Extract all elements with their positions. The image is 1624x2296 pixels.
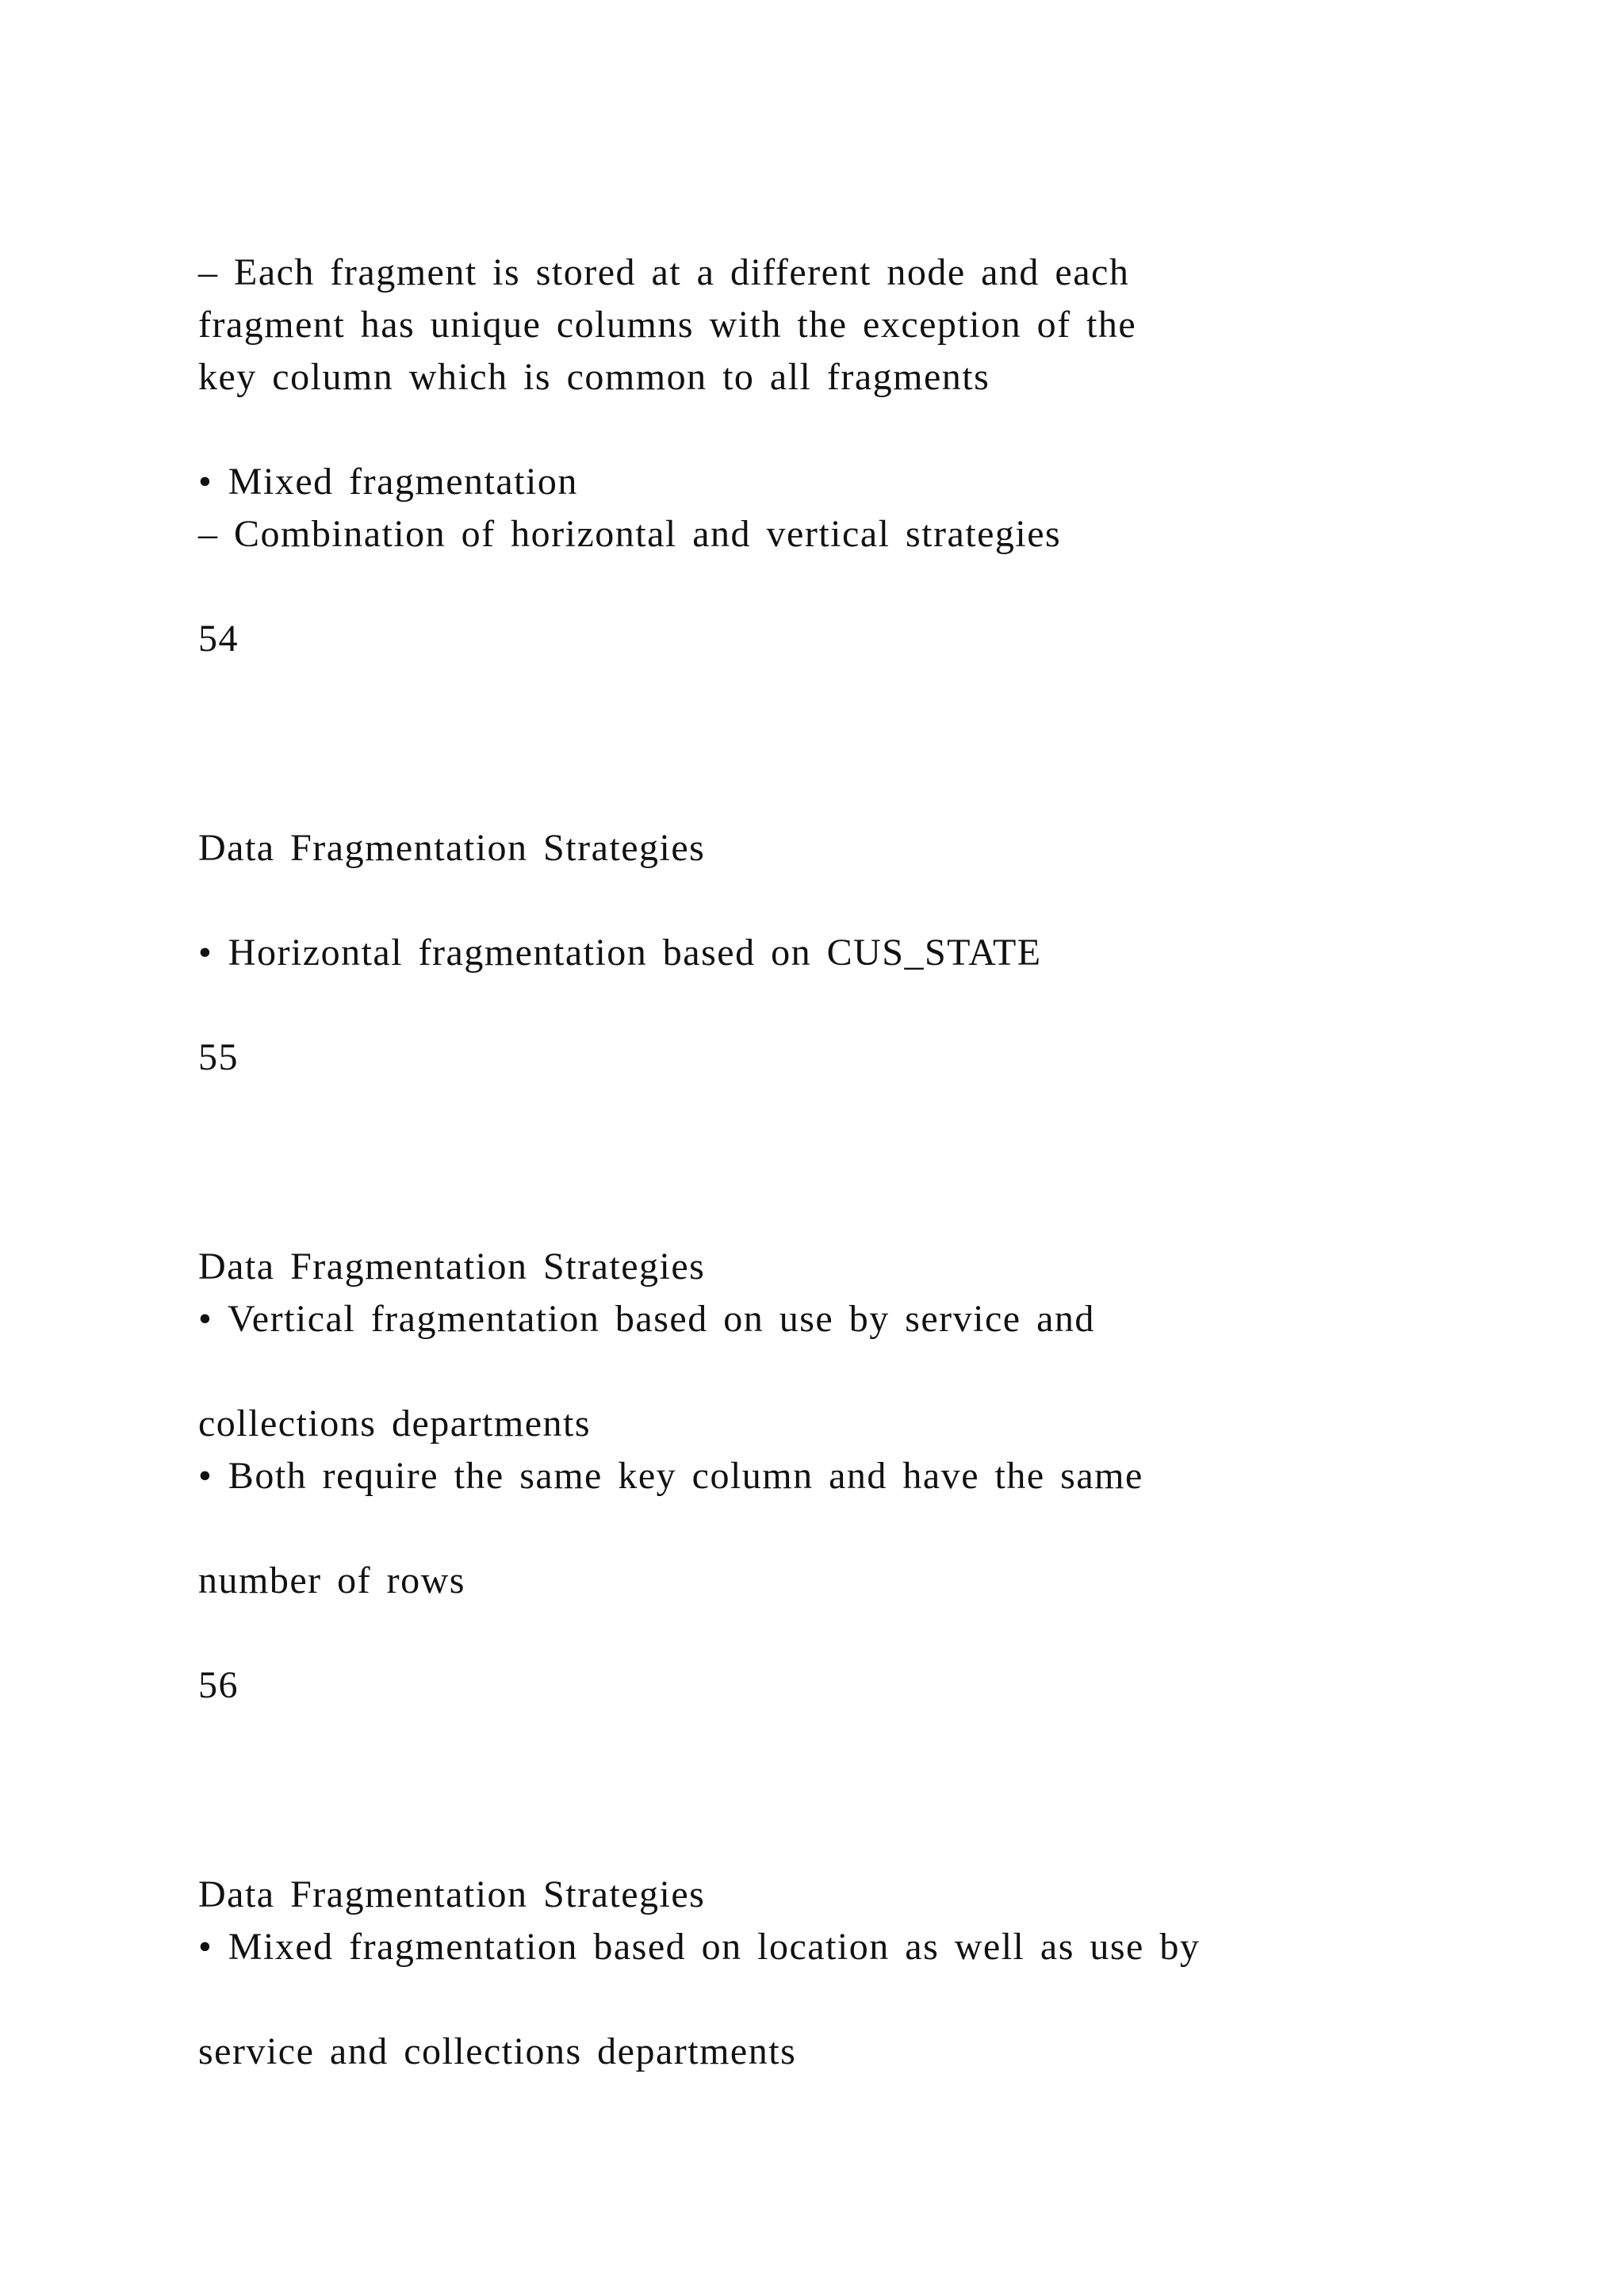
page-number-54: 54 xyxy=(198,618,239,660)
text-line-vertical-fragment-description-2: fragment has unique columns with the exception of the xyxy=(198,304,1137,346)
bullet-vertical-fragmentation: • Vertical fragmentation based on use by service and xyxy=(198,1298,1095,1340)
bullet-same-key-column: • Both require the same key column and have the same xyxy=(198,1455,1143,1497)
bullet-horizontal-fragmentation: • Horizontal fragmentation based on CUS_STATE xyxy=(198,932,1042,974)
text-line-vertical-fragment-description-3: key column which is common to all fragments xyxy=(198,356,990,398)
text-line-mixed-fragmentation-description: – Combination of horizontal and vertical strategies xyxy=(198,513,1062,555)
bullet-mixed-fragmentation-location: • Mixed fragmentation based on location as well as use by xyxy=(198,1926,1201,1968)
text-line-vertical-fragmentation-continuation: collections departments xyxy=(198,1402,592,1445)
section-heading-data-fragmentation-strategies-1: Data Fragmentation Strategies xyxy=(198,827,706,869)
text-line-mixed-fragmentation-continuation: service and collections departments xyxy=(198,2030,797,2072)
page-number-56: 56 xyxy=(198,1664,239,1706)
section-heading-data-fragmentation-strategies-2: Data Fragmentation Strategies xyxy=(198,1246,706,1288)
bullet-mixed-fragmentation: • Mixed fragmentation xyxy=(198,461,578,503)
page-number-55: 55 xyxy=(198,1036,239,1078)
section-heading-data-fragmentation-strategies-3: Data Fragmentation Strategies xyxy=(198,1873,706,1915)
text-line-vertical-fragment-description-1: – Each fragment is stored at a different node and each xyxy=(198,251,1130,293)
text-line-same-key-column-continuation: number of rows xyxy=(198,1559,465,1601)
